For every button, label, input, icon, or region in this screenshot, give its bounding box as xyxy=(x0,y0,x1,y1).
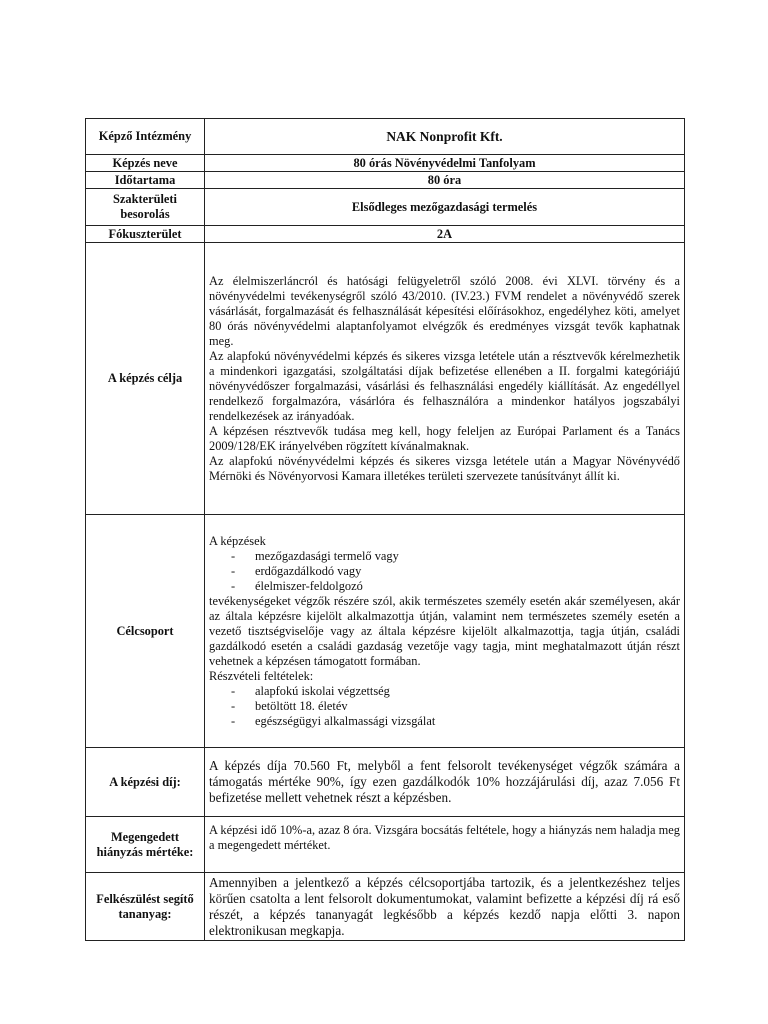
list-item: - erdőgazdálkodó vagy xyxy=(229,564,680,579)
table-row xyxy=(86,172,685,189)
row-label-dij: A képzési díj: xyxy=(86,748,205,817)
goal-paragraph: A képzésen résztvevők tudása meg kell, hogy feleljen az Európai Parlament és a Tanács 2009/128/EK irányelvében rögzített kívánalmaknak. xyxy=(209,423,680,453)
target-intro: A képzések xyxy=(209,533,266,548)
row-label-hianyzas: Megengedett hiányzás mértéke: xyxy=(86,817,205,873)
target-activity-list xyxy=(209,549,680,594)
table-row xyxy=(86,226,685,243)
study-material: Amennyiben a jelentkező a képzés célcsoportjába tartozik, és a jelentkezéshez teljes körűen csatolta a lent felsorolt dokumentumokat, valamint befizette a képzési díj rá eső részét, a képzés tananyagát legkésőbb a képzés kezdő napja előtti 3. napon elektronikusan megkapja. xyxy=(205,873,685,941)
row-label-idotartam: Időtartama xyxy=(86,172,205,189)
table-row xyxy=(86,515,685,748)
target-body: tevékenységeket végzők részére szól, akik természetes személy esetén akár személyesen, akár az általa képzésre kijelölt alkalmazottja útján, valamint nem természetes személy esetén a vezető tisztségviselője vagy az általa képzésre kijelölt alkalmazottja, tagja útján, családi gazdálkodó esetén a családi gazdaság vezetője vagy tagja, mint meghatalmazott útján részt vehetnek a képzésen támogatott formában. xyxy=(209,593,680,668)
row-label-intezmeny: Képző Intézmény xyxy=(86,119,205,155)
course-info-table xyxy=(85,118,685,941)
list-item: - mezőgazdasági termelő vagy xyxy=(229,549,680,564)
row-label-neve: Képzés neve xyxy=(86,155,205,172)
table-row xyxy=(86,748,685,817)
course-goal xyxy=(205,243,685,515)
course-duration: 80 óra xyxy=(205,172,685,189)
conditions-title: Részvételi feltételek: xyxy=(209,668,314,683)
course-name: 80 órás Növényvédelmi Tanfolyam xyxy=(205,155,685,172)
conditions-list xyxy=(209,684,680,729)
list-item: - élelmiszer-feldolgozó xyxy=(229,579,680,594)
table-row xyxy=(86,873,685,941)
target-group xyxy=(205,515,685,748)
institution-name: NAK Nonprofit Kft. xyxy=(205,119,685,155)
table-row xyxy=(86,243,685,515)
list-item: - alapfokú iskolai végzettség xyxy=(229,684,680,699)
row-label-celcsoport: Célcsoport xyxy=(86,515,205,748)
table-row xyxy=(86,189,685,226)
focus-area: 2A xyxy=(205,226,685,243)
row-label-besorolas: Szakterületi besorolás xyxy=(86,189,205,226)
row-label-tananyag: Felkészülést segítő tananyag: xyxy=(86,873,205,941)
course-fee: A képzés díja 70.560 Ft, melyből a fent felsorolt tevékenységet végzők számára a támogatás mértéke 90%, így ezen gazdálkodók 10% hozzájárulási díj, azaz 7.056 Ft befizetése mellett vehetnek részt a képzésben. xyxy=(205,748,685,817)
table-row xyxy=(86,155,685,172)
goal-paragraph: Az alapfokú növényvédelmi képzés és sikeres vizsga letétele után a résztvevők kérelmezhetik a mindenkori igazgatási, szolgáltatási díjak befizetése ellenében a II. forgalmi kategóriájú növényvédőszer forgalmazási, vásárlási és felhasználási engedély kiállítását. Az engedéllyel rendelkező forgalmazóra, vásárlóra és felhasználóra a mindenkor hatályos jogszabályi rendelkezések az irányadóak. xyxy=(209,348,680,423)
goal-paragraph: Az élelmiszerláncról és hatósági felügyeletről szóló 2008. évi XLVI. törvény és a növényvédelmi tevékenységről szóló 43/2010. (IV.23.) FVM rendelet a növényvédő szerek vásárlását, forgalmazását és felhasználását képesítési előírásokhoz, engedélyhez köti, amelyet 80 órás növényvédelmi alaptanfolyamot elvégzők és eredményes vizsgát tevők kaphatnak meg. xyxy=(209,273,680,348)
row-label-fokusz: Fókuszterület xyxy=(86,226,205,243)
list-item: - egészségügyi alkalmassági vizsgálat xyxy=(229,714,680,729)
allowed-absence: A képzési idő 10%-a, azaz 8 óra. Vizsgára bocsátás feltétele, hogy a hiányzás nem haladja meg a megengedett mértéket. xyxy=(205,817,685,873)
table-row xyxy=(86,817,685,873)
goal-paragraph: Az alapfokú növényvédelmi képzés és sikeres vizsga letétele után a Magyar Növényvédő Mérnöki és Növényorvosi Kamara illetékes területi szervezete tanúsítványt állít ki. xyxy=(209,453,680,483)
list-item: - betöltött 18. életév xyxy=(229,699,680,714)
field-classification: Elsődleges mezőgazdasági termelés xyxy=(205,189,685,226)
table-row xyxy=(86,119,685,155)
row-label-celja: A képzés célja xyxy=(86,243,205,515)
